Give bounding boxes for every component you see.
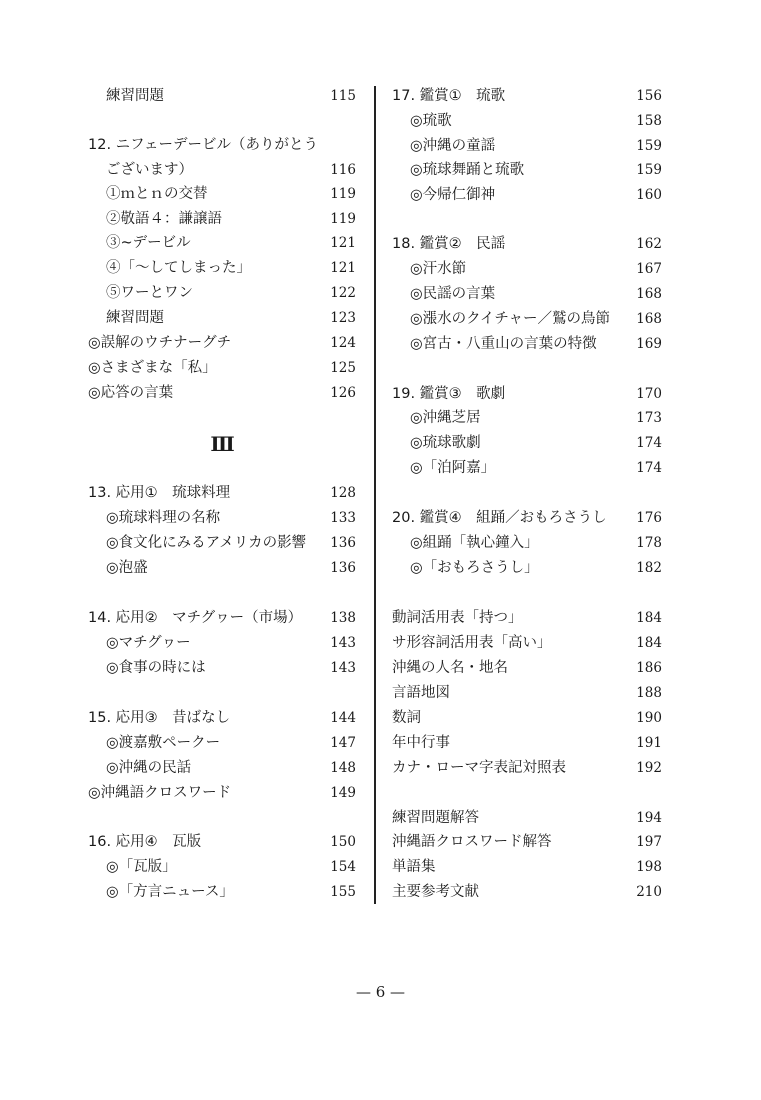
entry-title: ◎誤解のウチナーグチ [88, 335, 232, 351]
entry-title: 動詞活用表「持つ」 [392, 610, 523, 626]
dot-leader [219, 356, 329, 380]
no-leader [599, 332, 635, 356]
dot-leader [483, 431, 635, 455]
entry-page: 192 [636, 760, 662, 776]
entry-page: 143 [330, 660, 356, 676]
toc-entry [410, 406, 662, 430]
entry-title: ◎食事の時には [106, 660, 206, 676]
dot-leader [468, 257, 634, 281]
entry-page: 119 [330, 186, 356, 202]
dot-leader [193, 631, 329, 655]
no-leader [612, 307, 634, 331]
dot-leader [497, 282, 634, 306]
toc-entry [106, 631, 356, 655]
toc-entry [392, 830, 662, 854]
entry-page: 174 [636, 460, 662, 476]
entry-page: 186 [636, 660, 662, 676]
dot-leader [481, 880, 634, 904]
entry-page: 155 [330, 884, 356, 900]
dot-leader [497, 456, 634, 480]
toc-entry [106, 84, 356, 108]
toc-entry [106, 756, 356, 780]
entry-page: 191 [636, 735, 662, 751]
entry-page: 160 [636, 187, 662, 203]
dot-leader [568, 756, 634, 780]
toc-entry [106, 556, 356, 580]
toc-entry [88, 381, 356, 405]
toc-entry [410, 282, 662, 306]
dot-leader [497, 134, 634, 158]
dot-leader [232, 481, 328, 505]
toc-chapter-12 [88, 133, 356, 157]
dot-leader [222, 506, 328, 530]
entry-page: 121 [330, 260, 356, 276]
toc-entry [106, 281, 356, 305]
entry-page: 125 [330, 360, 356, 376]
dot-leader [541, 531, 635, 555]
entry-page: 197 [636, 834, 662, 850]
entry-title: ⑤ワーとワン [106, 285, 193, 301]
entry-page: 170 [636, 386, 662, 402]
toc-chapter-13 [88, 481, 356, 505]
entry-title: ◎マチグヮー [106, 635, 191, 651]
entry-title: 年中行事 [392, 735, 450, 751]
entry-page: 169 [636, 336, 662, 352]
toc-entry [410, 257, 662, 281]
toc-entry [106, 656, 356, 680]
toc-entry [410, 332, 662, 356]
toc-entry [410, 158, 662, 182]
dot-leader [541, 556, 635, 580]
toc-entry [106, 231, 356, 255]
chapter-title: 16. 応用④ 瓦版 [88, 834, 202, 850]
entry-title: ◎組踊「執心鐘入」 [410, 535, 539, 551]
entry-title: ◎琉球料理の名称 [106, 510, 221, 526]
entry-title: ①ｍとｎの交替 [106, 186, 208, 202]
page-number: — 6 — [355, 983, 406, 1001]
entry-title: 沖縄の人名・地名 [392, 660, 508, 676]
dot-leader [497, 183, 634, 207]
dot-leader [208, 656, 329, 680]
entry-page: 123 [330, 310, 356, 326]
toc-entry [106, 256, 356, 280]
dot-leader [510, 656, 634, 680]
entry-title: ◎漲水のクイチャー／鷲の鳥節 [410, 311, 610, 327]
no-leader [308, 531, 328, 555]
toc-entry [106, 880, 356, 904]
toc-entry [392, 706, 662, 730]
entry-page: 148 [330, 760, 356, 776]
toc-chapter-20 [392, 506, 662, 530]
entry-page: 144 [330, 710, 356, 726]
dot-leader [554, 631, 635, 655]
entry-title: サ形容詞活用表「高い」 [392, 635, 552, 651]
dot-leader [554, 830, 635, 854]
entry-page: 119 [330, 211, 356, 227]
no-leader [320, 133, 354, 157]
toc-entry [410, 307, 662, 331]
chapter-title: 15. 応用③ 昔ばなし [88, 710, 231, 726]
entry-page: 159 [636, 138, 662, 154]
toc-chapter-19 [392, 382, 662, 406]
entry-page: 122 [330, 285, 356, 301]
toc-entry [106, 731, 356, 755]
entry-title: ◎今帰仁御神 [410, 187, 496, 203]
toc-entry [392, 806, 662, 830]
chapter-title: 17. 鑑賞① 琉歌 [392, 88, 506, 104]
chapter-title: 12. ニフェーデービル（ありがとう [88, 137, 318, 153]
toc-entry [410, 431, 662, 455]
dot-leader [150, 556, 329, 580]
dot-leader [233, 331, 328, 355]
entry-page: 178 [636, 535, 662, 551]
entry-page: 136 [330, 560, 356, 576]
dot-leader [233, 781, 328, 805]
entry-title: ◎沖縄語クロスワード [88, 785, 232, 801]
column-divider [374, 86, 376, 904]
entry-title: ◎「おもろさうし」 [410, 560, 539, 576]
entry-page: 154 [330, 859, 356, 875]
entry-title: ◎「方言ニュース」 [106, 884, 234, 900]
entry-page: 116 [330, 162, 356, 178]
entry-title: ◎「泊阿嘉」 [410, 460, 496, 476]
entry-title: 練習問題解答 [392, 810, 479, 826]
entry-page: 162 [636, 236, 662, 252]
entry-title: ◎沖縄の童謡 [410, 138, 496, 154]
entry-title: 練習問題 [106, 310, 164, 326]
entry-title: ◎沖縄芝居 [410, 410, 481, 426]
entry-title: ④「～してしまった」 [106, 260, 251, 276]
dot-leader [166, 84, 328, 108]
dot-leader [224, 207, 328, 231]
entry-page: 168 [636, 286, 662, 302]
entry-page: 198 [636, 859, 662, 875]
entry-title: ございます） [106, 162, 193, 178]
chapter-title: 14. 応用② マチグヮー（市場） [88, 610, 303, 626]
dot-leader [193, 231, 329, 255]
entry-page: 143 [330, 635, 356, 651]
toc-entry [106, 506, 356, 530]
dot-leader [179, 855, 329, 879]
toc-entry [106, 531, 356, 555]
toc-chapter-18 [392, 232, 662, 256]
no-leader [609, 506, 635, 530]
toc-entry [392, 681, 662, 705]
toc-entry [88, 356, 356, 380]
entry-title: ◎沖縄の民話 [106, 760, 192, 776]
toc-entry [410, 456, 662, 480]
dot-leader [507, 84, 634, 108]
dot-leader [232, 706, 328, 730]
entry-page: 124 [330, 335, 356, 351]
dot-leader [166, 306, 328, 330]
dot-leader [507, 232, 634, 256]
dot-leader [525, 606, 635, 630]
entry-page: 150 [330, 834, 356, 850]
entry-title: ③~デービル [106, 235, 191, 251]
entry-page: 159 [636, 162, 662, 178]
chapter-title: 18. 鑑賞② 民謡 [392, 236, 506, 252]
entry-title: 沖縄語クロスワード解答 [392, 834, 552, 850]
entry-title: ◎琉歌 [410, 113, 452, 129]
entry-title: ◎「瓦版」 [106, 859, 177, 875]
dot-leader [481, 806, 634, 830]
entry-title: ◎汗水節 [410, 261, 467, 277]
entry-page: 133 [330, 510, 356, 526]
entry-page: 167 [636, 261, 662, 277]
entry-title: ◎泡盛 [106, 560, 148, 576]
chapter-title: 19. 鑑賞③ 歌劇 [392, 386, 506, 402]
entry-page: 156 [636, 88, 662, 104]
toc-chapter-17 [392, 84, 662, 108]
chapter-title: 13. 応用① 琉球料理 [88, 485, 231, 501]
toc-entry [392, 656, 662, 680]
entry-title: ◎応答の言葉 [88, 385, 174, 401]
toc-chapter-15 [88, 706, 356, 730]
entry-page: 126 [330, 385, 356, 401]
entry-title: 練習問題 [106, 88, 164, 104]
toc-entry [392, 731, 662, 755]
toc-entry [392, 756, 662, 780]
dot-leader [193, 756, 328, 780]
entry-page: 173 [636, 410, 662, 426]
dot-leader [452, 731, 634, 755]
dot-leader [483, 406, 635, 430]
entry-page: 168 [636, 311, 662, 327]
dot-leader [236, 880, 328, 904]
entry-page: 158 [636, 113, 662, 129]
toc-entry [392, 855, 662, 879]
entry-title: ◎琉球歌劇 [410, 435, 481, 451]
toc-entry [106, 207, 356, 231]
entry-page: 147 [330, 735, 356, 751]
toc-entry [88, 781, 356, 805]
entry-page: 115 [330, 88, 356, 104]
dot-leader [454, 109, 635, 133]
toc-entry [392, 606, 662, 630]
entry-title: ◎宮古・八重山の言葉の特徴 [410, 336, 597, 352]
toc-chapter-14 [88, 606, 356, 630]
entry-title: ◎渡嘉敷ペークー [106, 735, 221, 751]
dot-leader [423, 706, 634, 730]
entry-title: 主要参考文献 [392, 884, 479, 900]
entry-title: ②敬語４：謙譲語 [106, 211, 222, 227]
entry-page: 136 [330, 535, 356, 551]
entry-title: カナ・ローマ字表記対照表 [392, 760, 566, 776]
toc-entry [88, 331, 356, 355]
toc-entry [392, 631, 662, 655]
toc-entry [410, 134, 662, 158]
entry-page: 182 [636, 560, 662, 576]
no-leader [304, 606, 328, 630]
dot-leader [210, 182, 329, 206]
entry-page: 194 [636, 810, 662, 826]
part-heading-iii: Ⅲ [210, 432, 234, 456]
entry-page: 190 [636, 710, 662, 726]
entry-title: ◎琉球舞踊と琉歌 [410, 162, 525, 178]
entry-page: 174 [636, 435, 662, 451]
dot-leader [507, 382, 634, 406]
dot-leader [222, 731, 328, 755]
entry-page: 176 [636, 510, 662, 526]
entry-page: 184 [636, 610, 662, 626]
toc-entry [410, 556, 662, 580]
toc-entry [106, 855, 356, 879]
entry-title: 単語集 [392, 859, 436, 875]
entry-page: 184 [636, 635, 662, 651]
toc-entry [410, 183, 662, 207]
dot-leader [203, 830, 328, 854]
dot-leader [438, 855, 635, 879]
dot-leader [526, 158, 634, 182]
dot-leader [175, 381, 328, 405]
dot-leader [452, 681, 634, 705]
toc-entry [410, 109, 662, 133]
toc-entry [106, 182, 356, 206]
entry-title: ◎さまざまな「私」 [88, 360, 217, 376]
entry-title: ◎食文化にみるアメリカの影響 [106, 535, 307, 551]
entry-page: 149 [330, 785, 356, 801]
chapter-title: 20. 鑑賞④ 組踊／おもろさうし [392, 510, 607, 526]
entry-page: 210 [636, 884, 662, 900]
entry-page: 121 [330, 235, 356, 251]
entry-page: 138 [330, 610, 356, 626]
toc-entry [410, 531, 662, 555]
entry-page: 188 [636, 685, 662, 701]
toc-chapter-16 [88, 830, 356, 854]
entry-title: ◎民謡の言葉 [410, 286, 496, 302]
entry-page: 128 [330, 485, 356, 501]
entry-title: 数詞 [392, 710, 421, 726]
entry-title: 言語地図 [392, 685, 450, 701]
toc-entry [392, 880, 662, 904]
toc-entry [106, 158, 356, 182]
dot-leader [253, 256, 328, 280]
toc-entry [106, 306, 356, 330]
dot-leader [195, 158, 328, 182]
dot-leader [195, 281, 328, 305]
